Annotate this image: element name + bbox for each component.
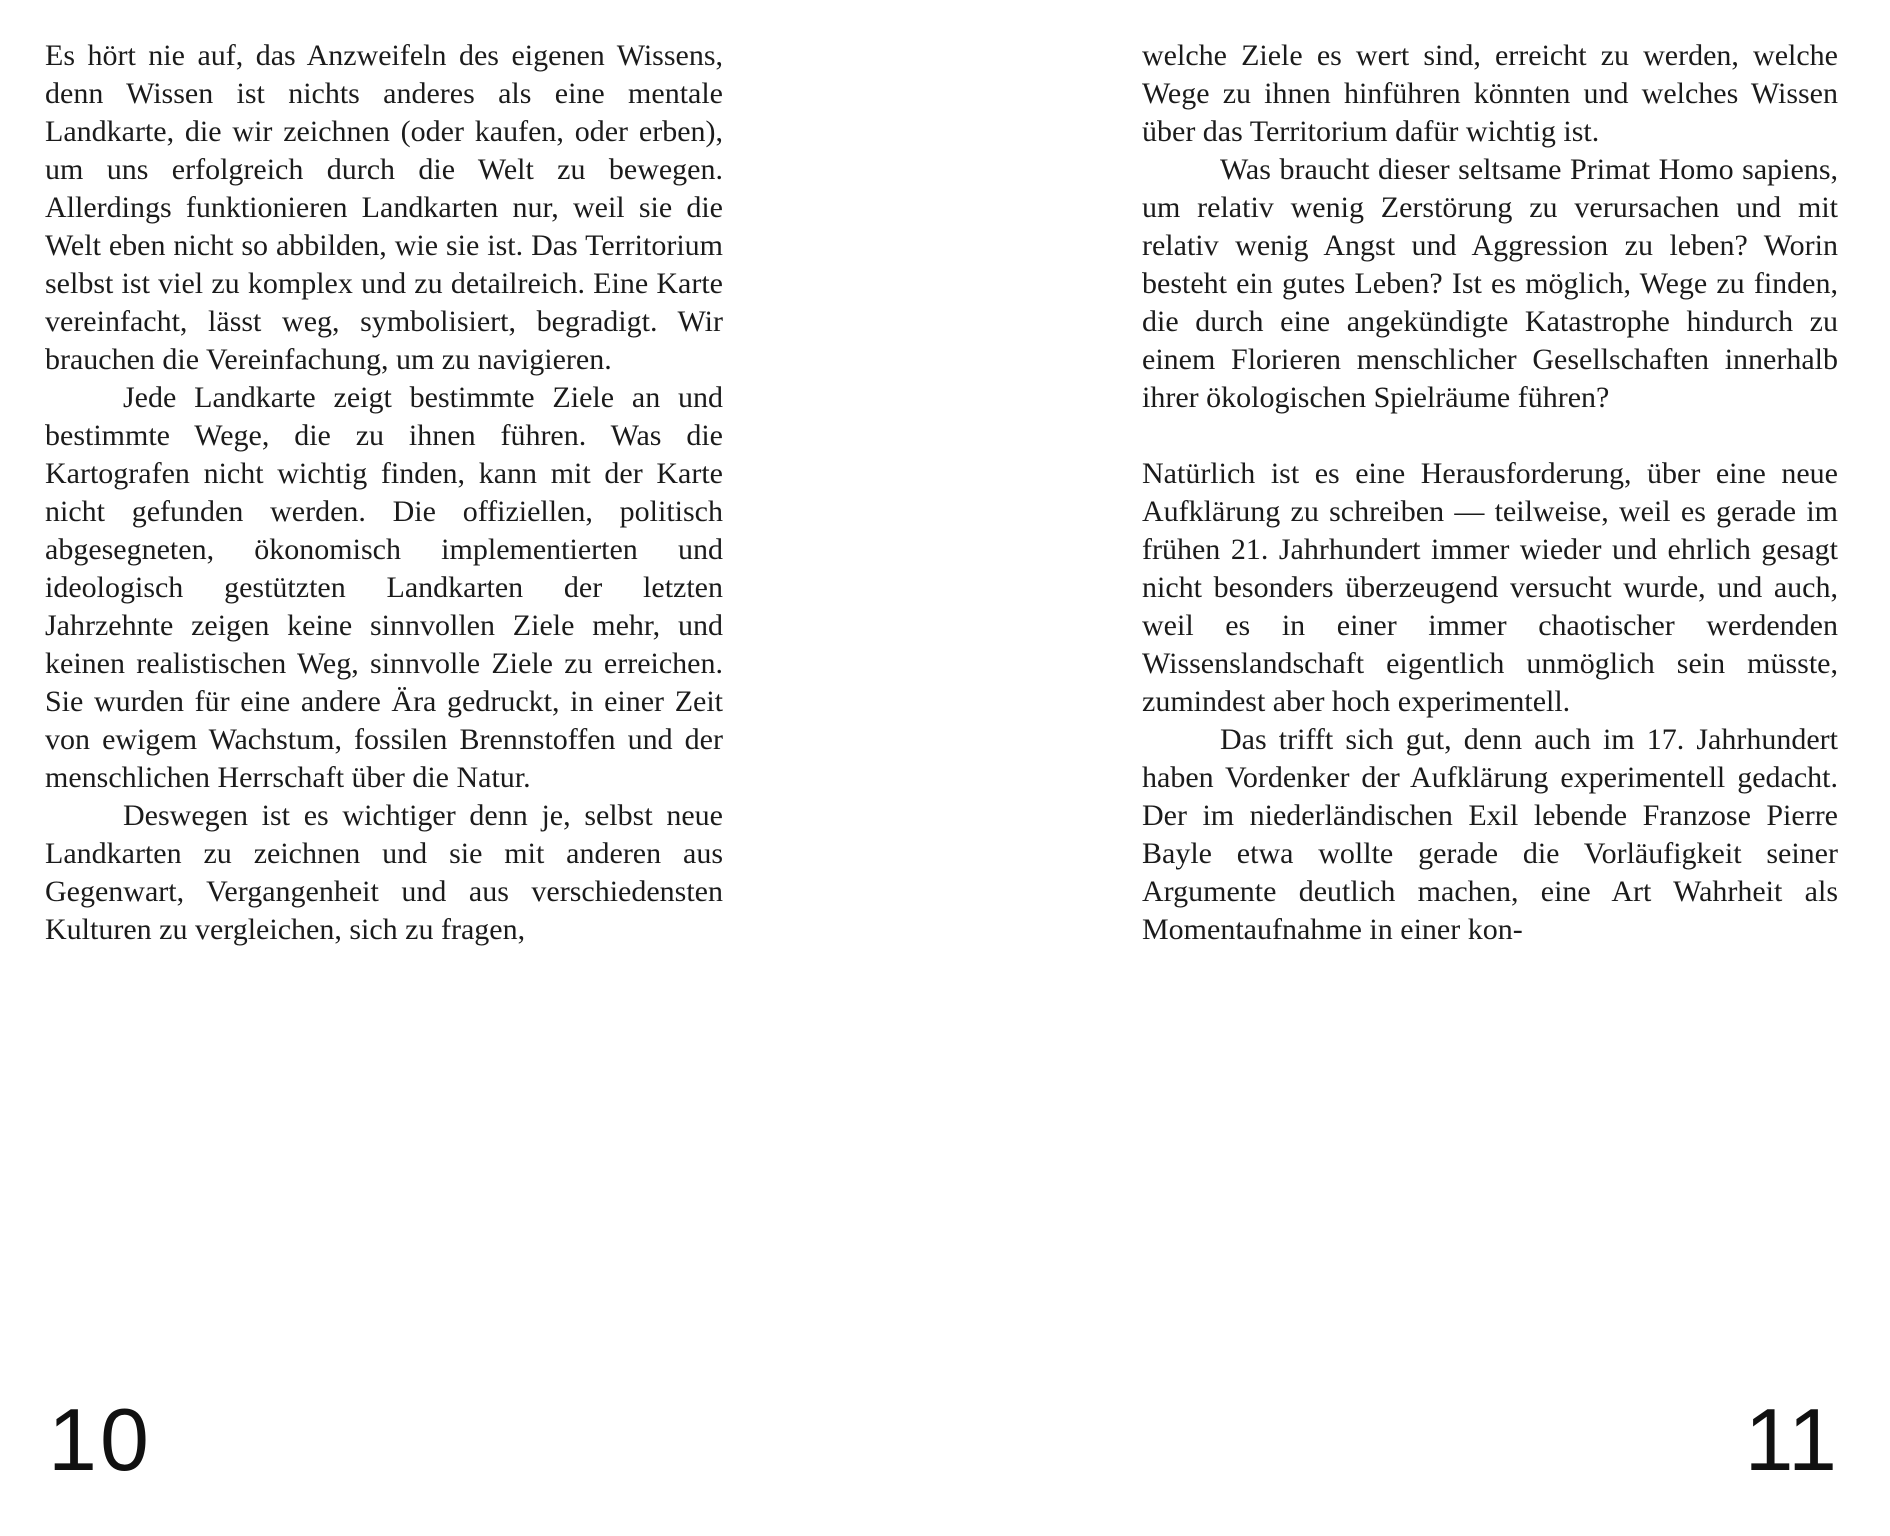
page-number-right: 11 (1744, 1390, 1838, 1489)
body-paragraph: welche Ziele es wert sind, erreicht zu werden, welche Wege zu ihnen hinführen könnten und welches Wissen über das Territorium dafür wichtig ist. (1142, 39, 1838, 148)
page-number-left: 10 (48, 1390, 152, 1489)
text-column-right (1142, 37, 1838, 949)
body-paragraph: Natürlich ist es eine Herausforderung, über eine neue Aufklärung zu schreiben — teilweise, weil es gerade im frühen 21. Jahrhundert immer wieder und ehrlich gesagt nicht besonders überzeugend versucht wurde, und auch, weil es in einer immer chaotischer werdenden Wissenslandschaft eigentlich unmöglich sein müsste, zumindest aber hoch experimentell. (1142, 457, 1838, 718)
body-paragraph: Es hört nie auf, das Anzweifeln des eigenen Wissens, denn Wissen ist nichts anderes als eine mentale Landkarte, die wir zeichnen (oder kaufen, oder erben), um uns erfolgreich durch die Welt zu bewegen. Allerdings funktionieren Landkarten nur, weil sie die Welt eben nicht so abbilden, wie sie ist. Das Territorium selbst ist viel zu komplex und zu detailreich. Eine Karte vereinfacht, lässt weg, symbolisiert, begradigt. Wir brauchen die Vereinfachung, um zu navigieren. (45, 39, 723, 376)
text-column-left (45, 37, 723, 949)
body-paragraph: Was braucht dieser seltsame Primat Homo sapiens, um relativ wenig Zerstörung zu verursachen und mit relativ wenig Angst und Aggression zu leben? Worin besteht ein gutes Leben? Ist es möglich, Wege zu finden, die durch eine angekündigte Katastrophe hindurch zu einem Florieren menschlicher Gesellschaften innerhalb ihrer ökologischen Spielräume führen? (1142, 153, 1838, 414)
body-paragraph: Das trifft sich gut, denn auch im 17. Jahrhundert haben Vordenker der Aufklärung experimentell gedacht. Der im niederländischen Exil lebende Franzose Pierre Bayle etwa wollte gerade die Vorläufigkeit seiner Argumente deutlich machen, eine Art Wahrheit als Momentaufnahme in einer kon- (1142, 723, 1838, 946)
body-paragraph: Deswegen ist es wichtiger denn je, selbst neue Landkarten zu zeichnen und sie mit anderen aus Gegenwart, Vergangenheit und aus verschiedensten Kulturen zu vergleichen, sich zu fragen, (45, 799, 723, 946)
body-paragraph: Jede Landkarte zeigt bestimmte Ziele an und bestimmte Wege, die zu ihnen führen. Was die Kartografen nicht wichtig finden, kann mit der Karte nicht gefunden werden. Die offiziellen, politisch abgesegneten, ökonomisch implementierten und ideologisch gestützten Landkarten der letzten Jahrzehnte zeigen keine sinnvollen Ziele mehr, und keinen realistischen Weg, sinnvolle Ziele zu erreichen. Sie wurden für eine andere Ära gedruckt, in einer Zeit von ewigem Wachstum, fossilen Brennstoffen und der menschlichen Herrschaft über die Natur. (45, 381, 723, 794)
